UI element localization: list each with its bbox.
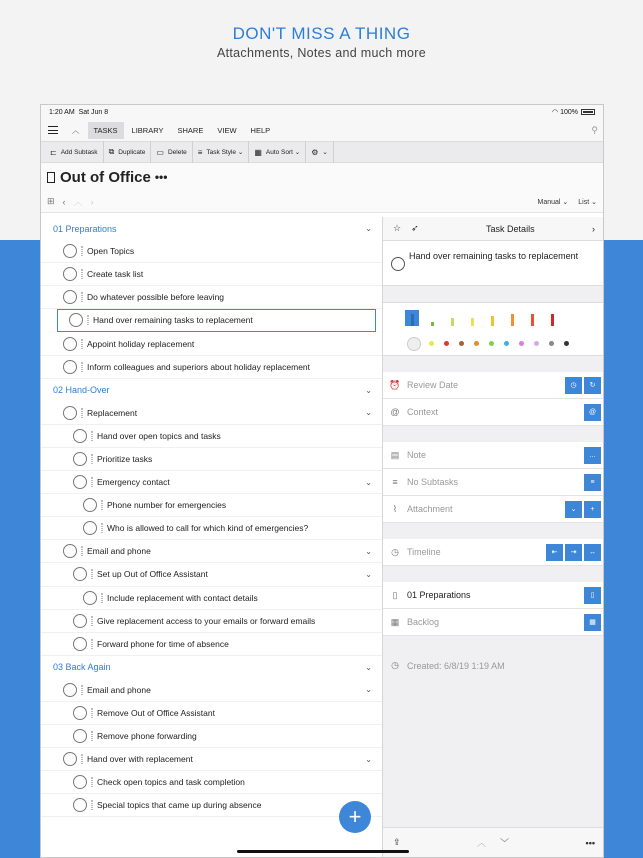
- task-row[interactable]: [41, 702, 382, 725]
- task-details-panel: [383, 217, 604, 857]
- created-label: Created: 6/8/19 1:19 AM: [407, 660, 505, 671]
- task-row[interactable]: [41, 332, 382, 355]
- task-checkbox[interactable]: [73, 567, 87, 581]
- subtasks-button[interactable]: ≡: [584, 474, 601, 491]
- task-row[interactable]: [41, 771, 382, 794]
- note-icon: ▤: [390, 449, 400, 460]
- task-title[interactable]: Set up Out of Office Assistant: [97, 569, 208, 580]
- color-swatch[interactable]: [489, 341, 494, 346]
- priority-7[interactable]: [545, 310, 559, 326]
- note-more-button[interactable]: …: [584, 447, 601, 464]
- color-none[interactable]: [407, 337, 421, 351]
- task-checkbox[interactable]: [63, 683, 77, 697]
- main-area: [41, 217, 604, 857]
- grid-icon[interactable]: ⊞: [47, 196, 55, 206]
- task-checkbox[interactable]: [73, 637, 87, 651]
- task-title[interactable]: Do whatever possible before leaving: [87, 292, 225, 303]
- section-header[interactable]: [41, 656, 382, 679]
- drag-handle-icon[interactable]: [87, 315, 89, 325]
- close-details-chevron-icon[interactable]: ›: [592, 223, 595, 234]
- drag-handle-icon[interactable]: [91, 431, 93, 441]
- task-title[interactable]: Inform colleagues and superiors about holiday replacement: [87, 361, 311, 372]
- drag-handle-icon[interactable]: [91, 477, 93, 487]
- at-icon: @: [390, 407, 400, 417]
- priority-1[interactable]: [425, 310, 439, 326]
- auto-sort-button[interactable]: ▦ Auto Sort ⌄: [249, 141, 306, 163]
- review-date-field[interactable]: [383, 372, 604, 399]
- document-icon: ▯: [392, 589, 398, 600]
- backlog-button[interactable]: ▦: [584, 614, 601, 631]
- task-checkbox[interactable]: [63, 752, 77, 766]
- battery-percent: 100%: [560, 108, 578, 116]
- task-title[interactable]: Appoint holiday replacement: [87, 338, 195, 349]
- drag-handle-icon[interactable]: [101, 593, 103, 603]
- note-field[interactable]: [383, 442, 604, 469]
- timeline-end-button[interactable]: ⇥: [565, 544, 582, 561]
- paperclip-icon: ⌇: [392, 503, 398, 514]
- task-checkbox[interactable]: [69, 313, 83, 327]
- task-title[interactable]: Replacement: [87, 407, 138, 418]
- view-label: List: [578, 198, 590, 206]
- delete-button[interactable]: [151, 141, 192, 163]
- attachment-label: Attachment: [407, 504, 453, 514]
- priority-0[interactable]: [405, 310, 419, 326]
- forward-chevron-icon[interactable]: ›: [90, 196, 94, 207]
- drag-handle-icon[interactable]: [81, 246, 83, 256]
- task-row[interactable]: [41, 494, 382, 517]
- priority-2[interactable]: [445, 310, 459, 326]
- drag-handle-icon[interactable]: [91, 800, 93, 810]
- alarm-icon: ⏰: [389, 379, 401, 390]
- drag-handle-icon[interactable]: [91, 616, 93, 626]
- task-checkbox[interactable]: [63, 267, 77, 281]
- task-title[interactable]: Create task list: [87, 269, 144, 280]
- section-title[interactable]: 01 Preparations: [53, 223, 117, 234]
- drag-handle-icon[interactable]: [101, 523, 103, 533]
- menu-view[interactable]: VIEW: [217, 125, 237, 135]
- task-title[interactable]: Forward phone for time of absence: [97, 638, 229, 649]
- task-title[interactable]: Special topics that came up during absence: [97, 800, 262, 811]
- details-task-checkbox[interactable]: [391, 257, 405, 271]
- task-checkbox[interactable]: [63, 406, 77, 420]
- drag-handle-icon[interactable]: [81, 408, 83, 418]
- color-swatch[interactable]: [444, 341, 449, 346]
- list-button[interactable]: ▯: [584, 587, 601, 604]
- settings-button[interactable]: ⚙ ⌄: [306, 141, 334, 163]
- created-field: [383, 652, 604, 679]
- task-row[interactable]: [41, 633, 382, 656]
- color-swatch[interactable]: [534, 341, 539, 346]
- backlog-label: Backlog: [407, 617, 440, 627]
- task-row[interactable]: [41, 425, 382, 448]
- context-add-button[interactable]: @: [584, 404, 601, 421]
- drag-handle-icon[interactable]: [91, 777, 93, 787]
- collapse-chevron-icon[interactable]: ⌄: [365, 385, 372, 395]
- duplicate-icon: ⧉: [108, 147, 115, 156]
- hamburger-menu-icon[interactable]: [48, 126, 58, 134]
- task-row[interactable]: [41, 263, 382, 286]
- task-title[interactable]: Email and phone: [87, 546, 151, 557]
- subtasks-label: No Subtasks: [407, 477, 459, 487]
- task-row[interactable]: [41, 540, 382, 563]
- drag-handle-icon[interactable]: [81, 685, 83, 695]
- section-header[interactable]: [41, 379, 382, 402]
- auto-sort-icon: ▦: [254, 147, 262, 157]
- drag-handle-icon[interactable]: [91, 569, 93, 579]
- task-row[interactable]: [41, 563, 382, 586]
- task-title[interactable]: Hand over open topics and tasks: [97, 430, 221, 441]
- collapse-chevron-icon[interactable]: ⌄: [365, 685, 372, 695]
- task-style-icon: ≡: [197, 147, 203, 157]
- timeline-start-button[interactable]: ⇤: [546, 544, 563, 561]
- task-row[interactable]: [41, 610, 382, 633]
- add-subtask-label: Add Subtask: [60, 148, 98, 156]
- context-field[interactable]: [383, 399, 604, 426]
- drag-handle-icon[interactable]: [81, 754, 83, 764]
- priority-5[interactable]: [505, 310, 519, 326]
- task-checkbox[interactable]: [73, 452, 87, 466]
- details-footer: [383, 827, 604, 857]
- backlog-icon: ▦: [390, 616, 400, 627]
- details-task[interactable]: [383, 241, 604, 286]
- task-title[interactable]: Who is allowed to call for which kind of emergencies?: [107, 523, 309, 534]
- add-subtask-icon: ⊏: [50, 147, 57, 157]
- status-bar: [41, 105, 603, 119]
- delete-label: Delete: [167, 148, 187, 156]
- task-checkbox[interactable]: [63, 290, 77, 304]
- priority-6[interactable]: [525, 310, 539, 326]
- collapse-chevron-icon[interactable]: ⌄: [365, 754, 372, 764]
- rocket-icon[interactable]: ➶: [411, 223, 419, 233]
- task-checkbox[interactable]: [73, 775, 87, 789]
- review-date-clock-button[interactable]: ◷: [565, 377, 582, 394]
- drag-handle-icon[interactable]: [91, 454, 93, 464]
- clock-icon: ◷: [391, 546, 399, 557]
- section-header[interactable]: [41, 217, 382, 240]
- color-selector: [383, 332, 604, 356]
- note-label: Note: [407, 450, 427, 460]
- task-row[interactable]: [41, 448, 382, 471]
- collapse-chevron-icon[interactable]: ⌄: [365, 477, 372, 487]
- share-icon[interactable]: ⇪: [393, 837, 401, 847]
- section-title[interactable]: 03 Back Again: [53, 662, 111, 673]
- next-task-icon[interactable]: ﹀: [500, 838, 510, 848]
- details-title: Task Details: [486, 223, 535, 234]
- priority-3[interactable]: [465, 310, 479, 326]
- document-icon: [47, 172, 55, 183]
- task-title[interactable]: Hand over with replacement: [87, 754, 193, 765]
- task-title[interactable]: Emergency contact: [97, 477, 170, 488]
- title-more-button[interactable]: •••: [154, 170, 168, 184]
- drag-handle-icon[interactable]: [81, 362, 83, 372]
- task-row[interactable]: [41, 679, 382, 702]
- color-swatch[interactable]: [549, 341, 554, 346]
- task-row[interactable]: [41, 794, 382, 817]
- task-row[interactable]: [41, 402, 382, 425]
- task-row[interactable]: [41, 471, 382, 494]
- drag-handle-icon[interactable]: [91, 639, 93, 649]
- sort-label: Manual: [537, 198, 561, 206]
- task-checkbox[interactable]: [73, 729, 87, 743]
- task-row[interactable]: [41, 517, 382, 540]
- task-checkbox[interactable]: [83, 591, 97, 605]
- nav-row: [41, 191, 603, 213]
- task-checkbox[interactable]: [63, 544, 77, 558]
- status-date: Sat Jun 8: [78, 108, 109, 116]
- collapse-chevron-icon[interactable]: ⌄: [365, 408, 372, 418]
- tablet-screen: [40, 104, 604, 858]
- hero-subtitle: Attachments, Notes and much more: [217, 46, 426, 60]
- task-checkbox[interactable]: [63, 360, 77, 374]
- task-title[interactable]: Include replacement with contact details: [107, 592, 258, 603]
- color-swatch[interactable]: [519, 341, 524, 346]
- home-indicator: [237, 850, 409, 853]
- battery-icon: [581, 109, 595, 115]
- task-checkbox[interactable]: [83, 498, 97, 512]
- task-row[interactable]: [41, 748, 382, 771]
- task-checkbox[interactable]: [73, 475, 87, 489]
- collapse-chevron-icon[interactable]: ⌄: [365, 546, 372, 556]
- review-date-repeat-button[interactable]: ↻: [584, 377, 601, 394]
- details-header: [383, 217, 604, 241]
- color-swatch[interactable]: [459, 341, 464, 346]
- duplicate-button[interactable]: [104, 141, 152, 163]
- drag-handle-icon[interactable]: [81, 339, 83, 349]
- task-checkbox[interactable]: [73, 614, 87, 628]
- attachment-expand-button[interactable]: ⌄: [565, 501, 582, 518]
- collapse-chevron-icon[interactable]: ⌄: [365, 224, 372, 234]
- timeline-label: Timeline: [407, 547, 441, 557]
- task-title[interactable]: Remove phone forwarding: [97, 731, 197, 742]
- back-chevron-icon[interactable]: ‹: [62, 196, 66, 207]
- task-row[interactable]: [41, 240, 382, 263]
- priority-selector: [383, 302, 604, 332]
- task-title[interactable]: Give replacement access to your emails or forward emails: [97, 615, 316, 626]
- up-chevron-icon[interactable]: ︿: [73, 197, 83, 207]
- wifi-icon: ◠: [552, 109, 559, 116]
- drag-handle-icon[interactable]: [101, 500, 103, 510]
- context-label: Context: [407, 407, 439, 417]
- title-row: [41, 163, 603, 191]
- task-checkbox[interactable]: [63, 337, 77, 351]
- auto-sort-label: Auto Sort: [265, 148, 293, 156]
- task-title[interactable]: Phone number for emergencies: [107, 500, 227, 511]
- add-subtask-button[interactable]: [45, 141, 104, 163]
- menu-library[interactable]: LIBRARY: [131, 125, 164, 135]
- task-list: [41, 217, 383, 857]
- color-swatch[interactable]: [429, 341, 434, 346]
- task-style-label: Task Style: [206, 148, 237, 156]
- previous-task-icon[interactable]: ︿: [477, 838, 487, 848]
- task-style-button[interactable]: ≡ Task Style ⌄: [193, 141, 250, 163]
- toolbar: [41, 141, 603, 163]
- drag-handle-icon[interactable]: [91, 708, 93, 718]
- task-row[interactable]: [57, 309, 376, 332]
- task-row[interactable]: [41, 286, 382, 309]
- more-options-icon[interactable]: •••: [585, 837, 595, 848]
- menu-tasks[interactable]: TASKS: [88, 122, 124, 139]
- attachment-add-button[interactable]: +: [584, 501, 601, 518]
- task-checkbox[interactable]: [83, 521, 97, 535]
- add-task-button[interactable]: +: [339, 801, 371, 833]
- timeline-field[interactable]: [383, 539, 604, 566]
- task-title[interactable]: Remove Out of Office Assistant: [97, 708, 215, 719]
- hero-title: DON'T MISS A THING: [232, 24, 411, 43]
- drag-handle-icon[interactable]: [81, 269, 83, 279]
- subtasks-field[interactable]: [383, 469, 604, 496]
- created-clock-icon: ◷: [391, 660, 399, 670]
- color-swatch[interactable]: [504, 341, 509, 346]
- task-checkbox[interactable]: [73, 429, 87, 443]
- delete-icon: ▭: [156, 147, 164, 157]
- task-checkbox[interactable]: [63, 244, 77, 258]
- backlog-field[interactable]: [383, 609, 604, 636]
- review-date-label: Review Date: [407, 380, 459, 390]
- task-title[interactable]: Open Topics: [87, 246, 135, 257]
- task-title[interactable]: Prioritize tasks: [97, 453, 153, 464]
- drag-handle-icon[interactable]: [81, 546, 83, 556]
- task-title[interactable]: Check open topics and task completion: [97, 777, 245, 788]
- collapse-chevron-icon[interactable]: ⌄: [365, 662, 372, 672]
- task-row[interactable]: [41, 356, 382, 379]
- view-dropdown[interactable]: List ⌄: [578, 198, 597, 206]
- collapse-chevron-icon[interactable]: ︿: [72, 125, 80, 135]
- priority-4[interactable]: [485, 310, 499, 326]
- status-time: 1:20 AM: [49, 108, 75, 116]
- sort-dropdown[interactable]: Manual ⌄: [537, 198, 569, 206]
- task-checkbox[interactable]: [73, 798, 87, 812]
- search-icon[interactable]: ⚲: [591, 124, 598, 135]
- drag-handle-icon[interactable]: [91, 731, 93, 741]
- menu-bar: [41, 119, 603, 141]
- task-title[interactable]: Hand over remaining tasks to replacement: [93, 315, 253, 326]
- task-row[interactable]: [41, 725, 382, 748]
- menu-help[interactable]: HELP: [250, 125, 271, 135]
- subtasks-icon: ≡: [392, 477, 398, 487]
- task-row[interactable]: [41, 587, 382, 610]
- list-label: 01 Preparations: [407, 590, 471, 600]
- gears-icon: ⚙: [311, 147, 319, 157]
- page-title[interactable]: Out of Office: [60, 168, 151, 186]
- collapse-chevron-icon[interactable]: ⌄: [365, 569, 372, 579]
- list-field[interactable]: [383, 582, 604, 609]
- duplicate-label: Duplicate: [118, 148, 146, 156]
- star-icon[interactable]: ☆: [393, 223, 402, 233]
- attachment-field[interactable]: [383, 496, 604, 523]
- task-checkbox[interactable]: [73, 706, 87, 720]
- color-swatch[interactable]: [474, 341, 479, 346]
- section-title[interactable]: 02 Hand-Over: [53, 385, 110, 396]
- menu-share[interactable]: SHARE: [177, 125, 204, 135]
- timeline-range-button[interactable]: ↔: [584, 544, 601, 561]
- drag-handle-icon[interactable]: [81, 292, 83, 302]
- task-title[interactable]: Email and phone: [87, 684, 151, 695]
- color-swatch[interactable]: [564, 341, 569, 346]
- details-task-title[interactable]: Hand over remaining tasks to replacement: [409, 251, 579, 261]
